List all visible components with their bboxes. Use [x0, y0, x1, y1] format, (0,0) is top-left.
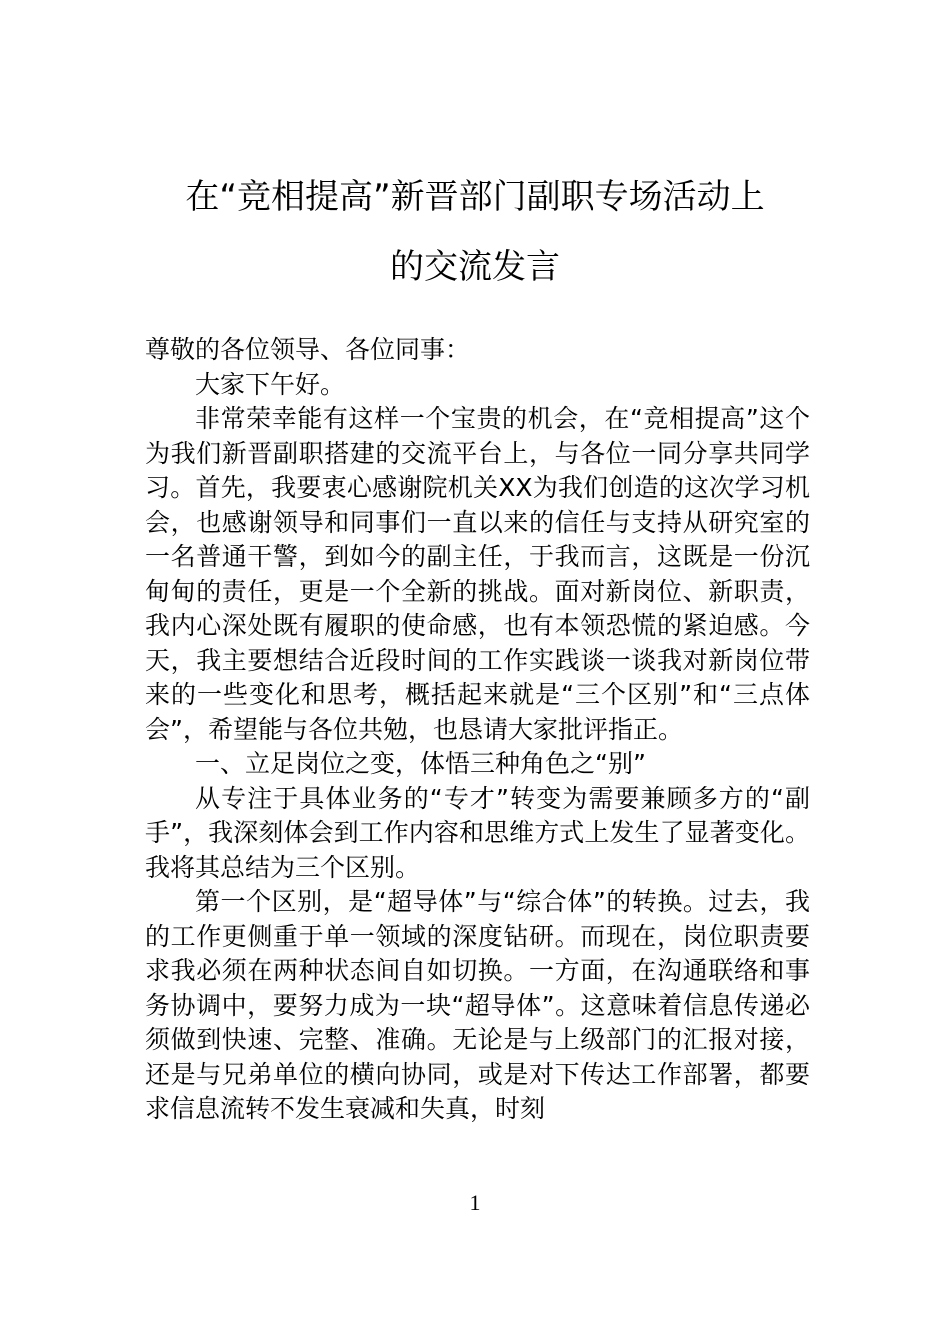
document-title-line-1: 在“竞相提高”新晋部门副职专场活动上 — [185, 177, 765, 217]
greeting-paragraph: 大家下午好。 — [195, 369, 346, 399]
section-heading: 一、立足岗位之变，体悟三种角色之“别” — [195, 749, 646, 778]
first-difference-paragraph: 第一个区别，是“超导体”与“综合体”的转换。过去，我的工作更侧重于单一领域的深度钻研。而现在，岗位职责要求我必须在两种状态间自如切换。一方面，在沟通联络和事务协调中，要努力成为一块“超导体”。这意味着信息传递必须做到快速、完整、准确。无论是与上级部门的汇报对接，还是与兄弟单位的横向协同，或是对下传达工作部署，都要求信息流转不发生衰减和失真，时刻 — [145, 887, 810, 1123]
page-number: 1 — [469, 1190, 481, 1215]
document-title-line-2: 的交流发言 — [390, 247, 560, 287]
intro-paragraph: 非常荣幸能有这样一个宝贵的机会，在“竞相提高”这个为我们新晋副职搭建的交流平台上，与各位一同分享共同学习。首先，我要衷心感谢院机关XX为我们创造的这次学习机会，也感谢领导和同事们一直以来的信任与支持从研究室的一名普通干警，到如今的副主任，于我而言，这既是一份沉甸甸的责任，更是一个全新的挑战。面对新岗位、新职责，我内心深处既有履职的使命感，也有本领恐慌的紧迫感。今天，我主要想结合近段时间的工作实践谈一谈我对新岗位带来的一些变化和思考，概括起来就是“三个区别”和“三点体会”，希望能与各位共勉，也恳请大家批评指正。 — [145, 404, 810, 744]
salutation: 尊敬的各位领导、各位同事： — [145, 335, 471, 364]
document-body — [145, 333, 810, 1127]
section-intro-paragraph: 从专注于具体业务的“专才”转变为需要兼顾多方的“副手”，我深刻体会到工作内容和思维方式上发生了显著变化。我将其总结为三个区别。 — [145, 783, 810, 882]
